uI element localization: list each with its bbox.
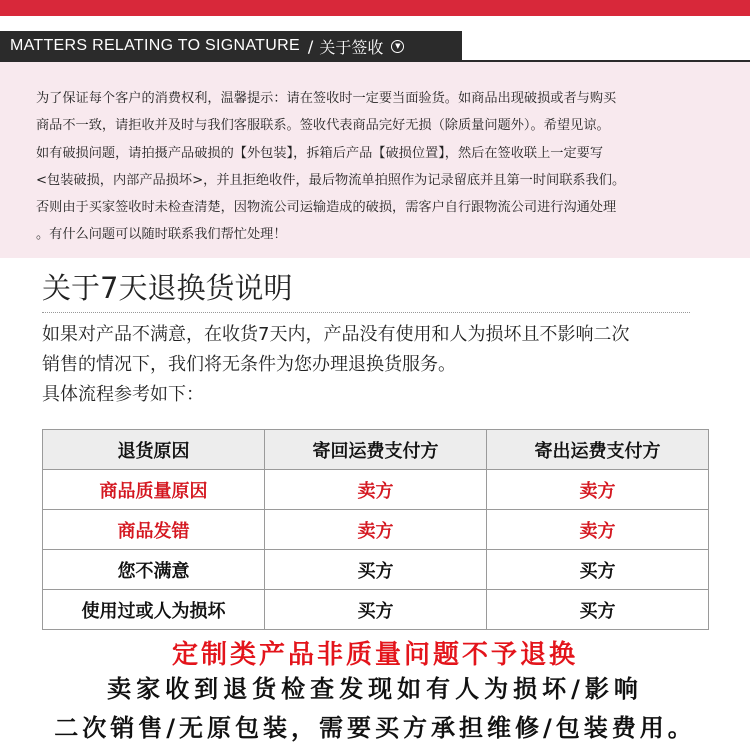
outbound-payer-cell: 买方 — [487, 590, 709, 630]
intro-line: 具体流程参考如下： — [42, 384, 204, 405]
reason-cell: 商品发错 — [43, 510, 265, 550]
column-header-return-shipping: 寄回运费支付方 — [265, 430, 487, 470]
column-header-reason: 退货原因 — [43, 430, 265, 470]
return-payer-cell: 卖方 — [265, 470, 487, 510]
notice-line: 商品不一致，请拒收并及时与我们客服联系。签收代表商品完好无损（除质量问题外）。希望见谅。 — [36, 118, 610, 134]
notice-line: 否则由于买家签收时未检查清楚，因物流公司运输造成的破损，需客户自行跟物流公司进行沟通处理 — [36, 200, 617, 216]
header-title-en: MATTERS RELATING TO SIGNATURE — [10, 37, 300, 54]
reason-cell: 您不满意 — [43, 550, 265, 590]
table-row — [43, 510, 709, 550]
notice-line: 为了保证每个客户的消费权利，温馨提示：请在签收时一定要当面验货。如商品出现破损或者与购买 — [36, 91, 617, 106]
notice-line: 。有什么问题可以随时联系我们帮忙处理！ — [36, 227, 287, 243]
outbound-payer-cell: 卖方 — [487, 510, 709, 550]
signature-notice-text — [36, 85, 721, 249]
intro-line: 销售的情况下，我们将无条件为您办理退换货服务。 — [42, 354, 456, 375]
table-row — [43, 590, 709, 630]
damage-policy-line-1: 卖家收到退货检查发现如有人为损坏/影响 — [107, 675, 643, 703]
chevron-down-circle-icon: ▼ — [391, 40, 404, 53]
damage-policy-line-2: 二次销售/无原包装，需要买方承担维修/包装费用。 — [54, 714, 696, 742]
header-separator: / — [307, 36, 314, 56]
reason-cell: 使用过或人为损坏 — [43, 590, 265, 630]
return-policy-table — [42, 429, 709, 630]
table-row — [43, 550, 709, 590]
top-accent-strip — [0, 0, 750, 16]
outbound-payer-cell: 买方 — [487, 550, 709, 590]
header-title-cn: 关于签收 — [319, 37, 384, 57]
returns-section-title: 关于7天退换货说明 — [42, 271, 293, 305]
signature-section-header — [0, 31, 462, 61]
return-payer-cell: 卖方 — [265, 510, 487, 550]
return-payer-cell: 买方 — [265, 590, 487, 630]
return-payer-cell: 买方 — [265, 550, 487, 590]
returns-intro — [42, 320, 702, 410]
notice-line: <包装破损，内部产品损坏>，并且拒绝收件，最后物流单拍照作为记录留底并且第一时间联系我们。 — [36, 172, 626, 188]
table-row — [43, 470, 709, 510]
table-header-row — [43, 430, 709, 470]
intro-line: 如果对产品不满意，在收货7天内，产品没有使用和人为损坏且不影响二次 — [42, 324, 630, 345]
outbound-payer-cell: 卖方 — [487, 470, 709, 510]
notice-line: 如有破损问题，请拍摄产品破损的【外包装】，拆箱后产品【破损位置】，然后在签收联上一定要写 — [36, 145, 604, 161]
returns-title-divider — [42, 312, 690, 313]
reason-cell: 商品质量原因 — [43, 470, 265, 510]
custom-product-warning: 定制类产品非质量问题不予退换 — [171, 640, 578, 670]
column-header-outbound-shipping: 寄出运费支付方 — [487, 430, 709, 470]
